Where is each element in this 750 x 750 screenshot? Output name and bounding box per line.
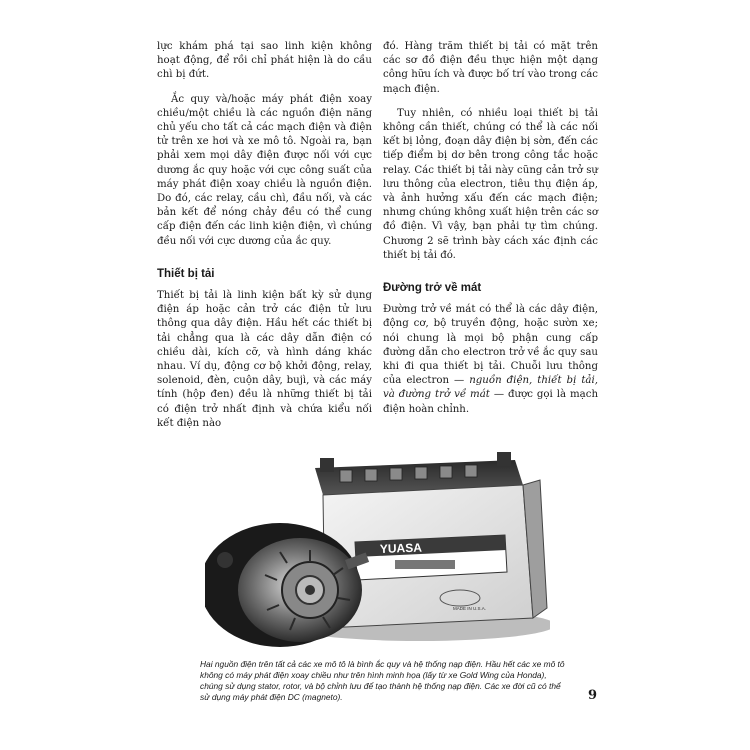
figure-caption: Hai nguồn điện trên tất cả các xe mô tô là bình ắc quy và hệ thống nạp điện. Hầu hết các xe mô tô không có máy phát điện xoay chiều như trên hình minh họa (lấy từ xe Gold Wing của Honda), chúng sử dụng stator, rotor, và bộ chỉnh lưu để tạo thành hệ thống nạp điện. Các xe đời cũ có thể sử dụng máy phát điện DC (magneto). [200,659,565,702]
right-column [383,40,598,427]
left-paragraph-2: Ắc quy và/hoặc máy phát điện xoay chiều/một chiều là các nguồn điện năng chủ yếu cho tất cả các mạch điện và điện tử trên xe hơi và xe mô tô. Ngoài ra, bạn phải xem mọi dây điện được nối với cực dương ắc quy hoặc với cực công suất của máy phát điện xoay chiều là nguồn điện. Do đó, các relay, cầu chì, đầu nối, và các bản kết để nóng chảy đều có thể cung cấp điện đến các linh kiện điện, vì chúng đều nối với cực dương của ắc quy. [157,93,372,247]
left-paragraph-3: Thiết bị tải là linh kiện bất kỳ sử dụng điện áp hoặc cản trở các điện tử lưu thông qua dây điện. Hầu hết các thiết bị tải chẳng qua là các dây dẫn điện có chiều dài, kích cỡ, và hình dáng khác nhau. Ví dụ, động cơ bộ khởi động, relay, solenoid, đèn, cuộn dây, bujì, và các máy tính (hộp đen) đều là những thiết bị tải có điện trở nhất định và chứa kiểu nối kết điện nào [157,290,372,429]
battery-alternator-photo [205,440,550,650]
left-column [157,40,372,441]
right-paragraph-3-emphasis: nguồn điện, thiết bị tải, và đường trở về mát [383,375,598,401]
right-paragraph-3-text-b: — được gọi là mạch điện hoàn chỉnh. [383,389,599,415]
battery-brand-label: YUASA [379,540,423,556]
battery-origin-label: MADE IN U.S.A. [453,606,487,611]
section-heading-load-devices: Thiết bị tải [157,267,215,280]
right-paragraph-1: đó. Hàng trăm thiết bị tải có mặt trên các sơ đồ điện đều thực hiện một dạng công hữu ích và được bố trí vào trong các mạch điện. [383,41,598,95]
photo-illustration [205,440,550,650]
right-paragraph-3 [383,303,598,417]
left-paragraph-1: lực khám phá tại sao linh kiện không hoạt động, để rồi chỉ phát hiện là do cầu chì bị đứt. [157,41,372,81]
right-paragraph-2: Tuy nhiên, có nhiều loại thiết bị tải không cần thiết, chúng có thể là các nối kết bị lỏng, đoạn dây điện bị sờn, đến các tiếp điểm bị dơ bên trong công tắc hoặc relay. Các thiết bị tải này cũng cản trở sự lưu thông của electron, tiêu thụ điện áp, và ảnh hưởng xấu đến các mạch điện; nhưng chúng không xuất hiện trên các sơ đồ điện. Vì vậy, bạn phải tự tìm chúng. Chương 2 sẽ trình bày cách xác định các thiết bị tải đó. [383,107,598,261]
right-paragraph-3-text-a: Đường trở về mát có thể là các dây điện, động cơ, bộ truyền động, hoặc sườn xe; nói chung là mọi bộ phận cung cấp đường dẫn cho electron trở về ắc quy sau khi đi qua thiết bị tải. Chuỗi lưu thông của electron — [383,304,598,387]
page-number: 9 [588,688,598,703]
section-heading-ground-return: Đường trở về mát [383,282,482,295]
